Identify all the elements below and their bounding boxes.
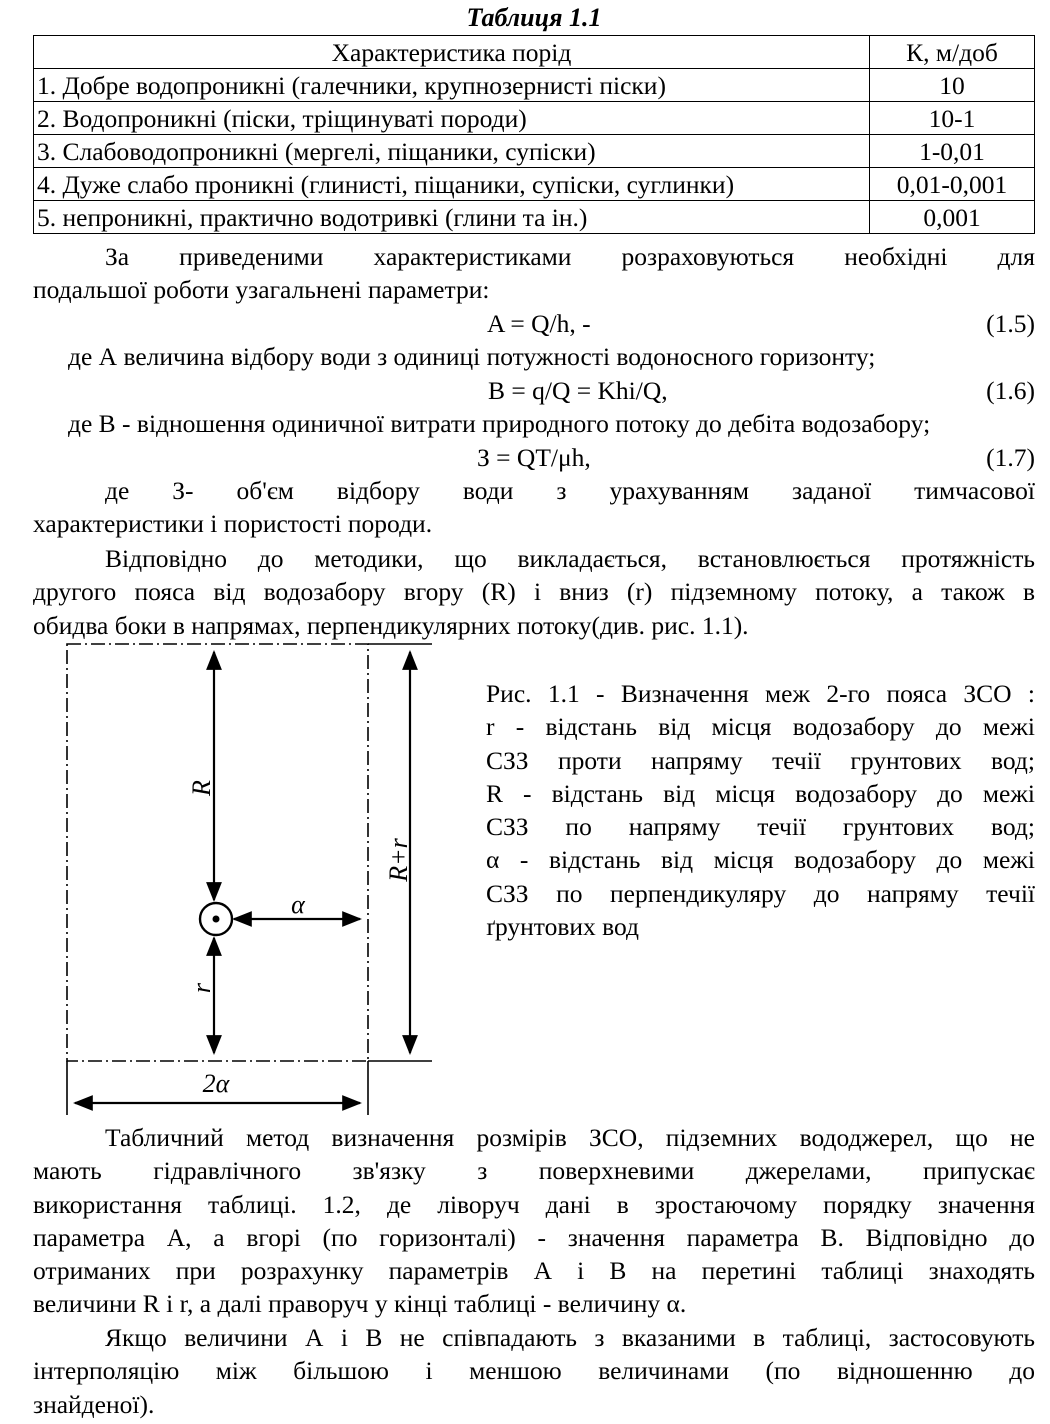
rock-properties-table xyxy=(33,35,1035,234)
formula-definition: де В - відношення одиничної витрати природного потоку до дебіта водозабору; xyxy=(68,409,931,438)
caption-line: Рис. 1.1 - Визначення меж 2-го пояса ЗСО : xyxy=(486,679,1035,708)
header-k: К, м/доб xyxy=(870,36,1035,69)
caption-line: ґрунтових вод xyxy=(486,912,639,942)
formula-1-5: A = Q/h, - xyxy=(487,309,591,338)
text-line: мають гідравлічного зв'язку з поверхневими джерелами, припускає xyxy=(33,1156,1035,1186)
formula-definition: де А величина відбору води з одиниці потужності водоносного горизонту; xyxy=(68,342,876,371)
paragraph-table-method xyxy=(33,1121,1035,1321)
table-header-row xyxy=(34,36,1035,69)
equation-number: (1.5) xyxy=(986,309,1035,338)
formula-definition xyxy=(33,474,1035,541)
text-line: знайденої). xyxy=(33,1389,155,1419)
row-k-value: 0,001 xyxy=(870,201,1035,234)
equation-number: (1.7) xyxy=(986,443,1035,472)
text-line: другого пояса від водозабору вгору (R) і вниз (r) підземному потоку, а також в xyxy=(33,577,1035,607)
formula-1-6: B = q/Q = Khi/Q, xyxy=(488,376,668,405)
text-line: Відповідно до методики, що викладається, встановлюється протяжність xyxy=(105,544,1035,573)
text-line: де З- об'єм відбору води з урахуванням заданої тимчасової xyxy=(105,476,1035,505)
formula-1-7: З = QT/μh, xyxy=(477,443,591,472)
row-description: 3. Слабоводопроникні (мергелі, піщаники, супіски) xyxy=(34,135,870,168)
text-line: характеристики і пористості породи. xyxy=(33,509,433,539)
well-center-dot xyxy=(213,916,220,923)
label-2-alpha: 2α xyxy=(202,1069,230,1098)
label-r: r xyxy=(187,982,216,994)
text-line: За приведеними характеристиками розраховуються необхідні для xyxy=(105,242,1035,271)
paragraph-interpolation xyxy=(33,1321,1035,1421)
row-k-value: 1-0,01 xyxy=(870,135,1035,168)
caption-line: СЗЗ проти напряму течії грунтових вод; xyxy=(486,745,1035,775)
row-description: 1. Добре водопроникні (галечники, крупнозернисті піски) xyxy=(34,69,870,102)
row-description: 4. Дуже слабо проникні (глинисті, піщаники, супіски, суглинки) xyxy=(34,168,870,201)
zone-boundary-figure xyxy=(0,630,470,1120)
caption-line: r - відстань від місця водозабору до межі xyxy=(486,712,1035,742)
caption-line: α - відстань від місця водозабору до межі xyxy=(486,845,1035,875)
row-k-value: 10 xyxy=(870,69,1035,102)
row-k-value: 0,01-0,001 xyxy=(870,168,1035,201)
text-line: параметра А, а вгорі (по горизонталі) - значення параметра В. Відповідно до xyxy=(33,1222,1035,1252)
row-k-value: 10-1 xyxy=(870,102,1035,135)
text-line: Табличний метод визначення розмірів ЗСО, підземних вододжерел, що не xyxy=(105,1123,1035,1152)
table-row xyxy=(34,69,1035,102)
figure-caption xyxy=(486,677,1035,943)
text-line: інтерполяцію між більшою і меншою величинами (по відношенню до xyxy=(33,1356,1035,1386)
caption-line: СЗЗ по перпендикуляру до напряму течії xyxy=(486,878,1035,908)
equation-number: (1.6) xyxy=(986,376,1035,405)
text-line: величини R і r, а далі праворуч у кінці таблиці - величину α. xyxy=(33,1289,687,1319)
table-row xyxy=(34,135,1035,168)
zone-boundary-rect xyxy=(67,644,368,1061)
header-characteristic: Характеристика порід xyxy=(34,36,870,69)
intro-paragraph xyxy=(33,240,1035,307)
table-row xyxy=(34,201,1035,234)
text-line: Якщо величини А і В не співпадають з вказаними в таблиці, застосовують xyxy=(105,1323,1035,1352)
text-line: обидва боки в напрямах, перпендикулярних потоку(див. рис. 1.1). xyxy=(33,610,749,640)
table-row xyxy=(34,168,1035,201)
text-line: подальшої роботи узагальнені параметри: xyxy=(33,275,490,305)
row-description: 5. непроникні, практично водотривкі (глини та ін.) xyxy=(34,201,870,234)
paragraph-method xyxy=(33,542,1035,642)
caption-line: R - відстань від місця водозабору до межі xyxy=(486,778,1035,808)
label-alpha: α xyxy=(291,890,305,919)
caption-line: СЗЗ по напряму течії грунтових вод; xyxy=(486,812,1035,842)
row-description: 2. Водопроникні (піски, тріщинуваті породи) xyxy=(34,102,870,135)
label-R-plus-r: R+r xyxy=(384,838,413,882)
table-row xyxy=(34,102,1035,135)
table-caption: Таблиця 1.1 xyxy=(466,3,602,32)
text-line: використання таблиці. 1.2, де ліворуч дані в зростаючому порядку значення xyxy=(33,1189,1035,1219)
label-R: R xyxy=(187,780,216,796)
text-line: отриманих при розрахунку параметрів А і В на перетині таблиці знаходять xyxy=(33,1256,1035,1286)
